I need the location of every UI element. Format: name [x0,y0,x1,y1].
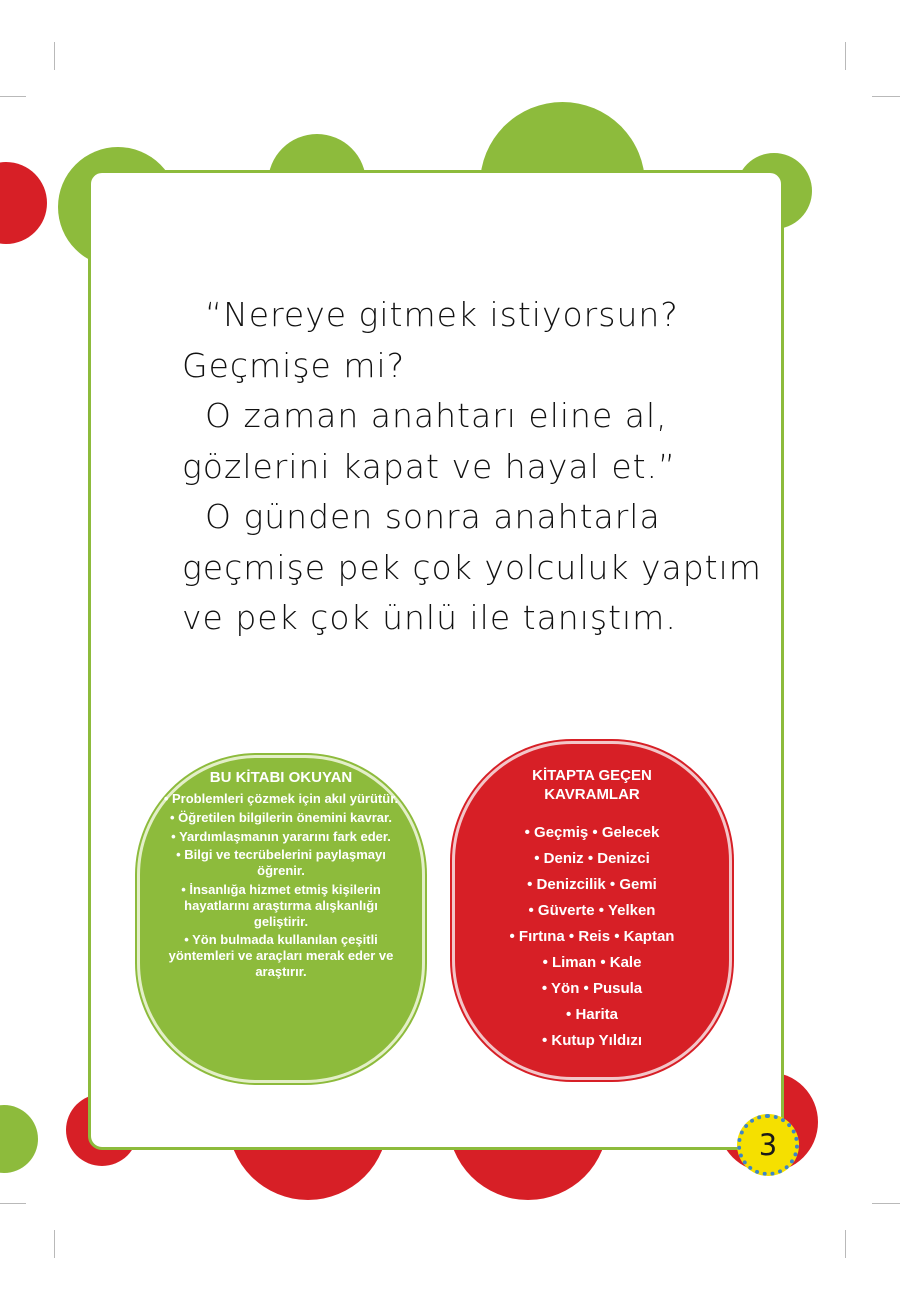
list-item: • Deniz • Denizci [534,850,650,867]
reader-box-title: BU KİTABI OKUYAN [209,769,353,786]
story-line: “Nereye gitmek istiyorsun? [182,295,679,334]
page-number-badge: 3 [737,1114,799,1176]
story-line: O günden sonra anahtarla [182,497,661,536]
crop-mark [54,42,55,70]
list-item: • Liman • Kale [542,954,642,971]
concepts-box [452,741,732,1080]
list-item: • Problemleri çözmek için akıl yürütür. [163,791,399,806]
reader-outcomes-list [158,791,404,980]
crop-mark [872,96,900,97]
crop-mark [845,42,846,70]
list-item: • Kutup Yıldızı [542,1032,642,1049]
crop-mark [845,1230,846,1258]
reader-outcomes-box [137,755,425,1083]
story-text [182,290,762,644]
red-dot [0,162,47,244]
crop-mark [0,96,26,97]
list-item: • Denizcilik • Gemi [527,876,657,893]
story-line: geçmişe pek çok yolculuk yaptım [182,547,762,587]
list-item: • Harita [566,1006,618,1023]
story-line: O zaman anahtarı eline al, [182,396,668,435]
list-item: • Yardımlaşmanın yararını fark eder. [171,828,391,844]
list-item: • Geçmiş • Gelecek [524,824,660,841]
list-item: • Fırtına • Reis • Kaptan [509,928,675,945]
concepts-list [469,820,715,1054]
story-line: ve pek çok ünlü ile tanıştım. [182,598,677,637]
list-item: • Yön bulmada kullanılan çeşitli yöntemleri ve araçları merak eder ve araştırır. [168,932,394,979]
list-item: • Bilgi ve tecrübelerini paylaşmayı öğrenir. [176,847,386,879]
crop-mark [0,1203,26,1204]
crop-mark [872,1203,900,1204]
list-item: • İnsanlığa hizmet etmiş kişilerin hayatlarını araştırma alışkanlığı geliştirir. [181,881,381,929]
list-item: • Öğretilen bilgilerin önemini kavrar. [169,809,392,825]
green-dot [0,1105,38,1173]
list-item: • Yön • Pusula [541,980,643,997]
list-item: • Güverte • Yelken [528,902,656,919]
concepts-box-title: KİTAPTA GEÇEN KAVRAMLAR [532,767,652,803]
crop-mark [54,1230,55,1258]
story-line: Geçmişe mi? [182,345,406,385]
story-line: gözlerini kapat ve hayal et.” [182,446,677,486]
